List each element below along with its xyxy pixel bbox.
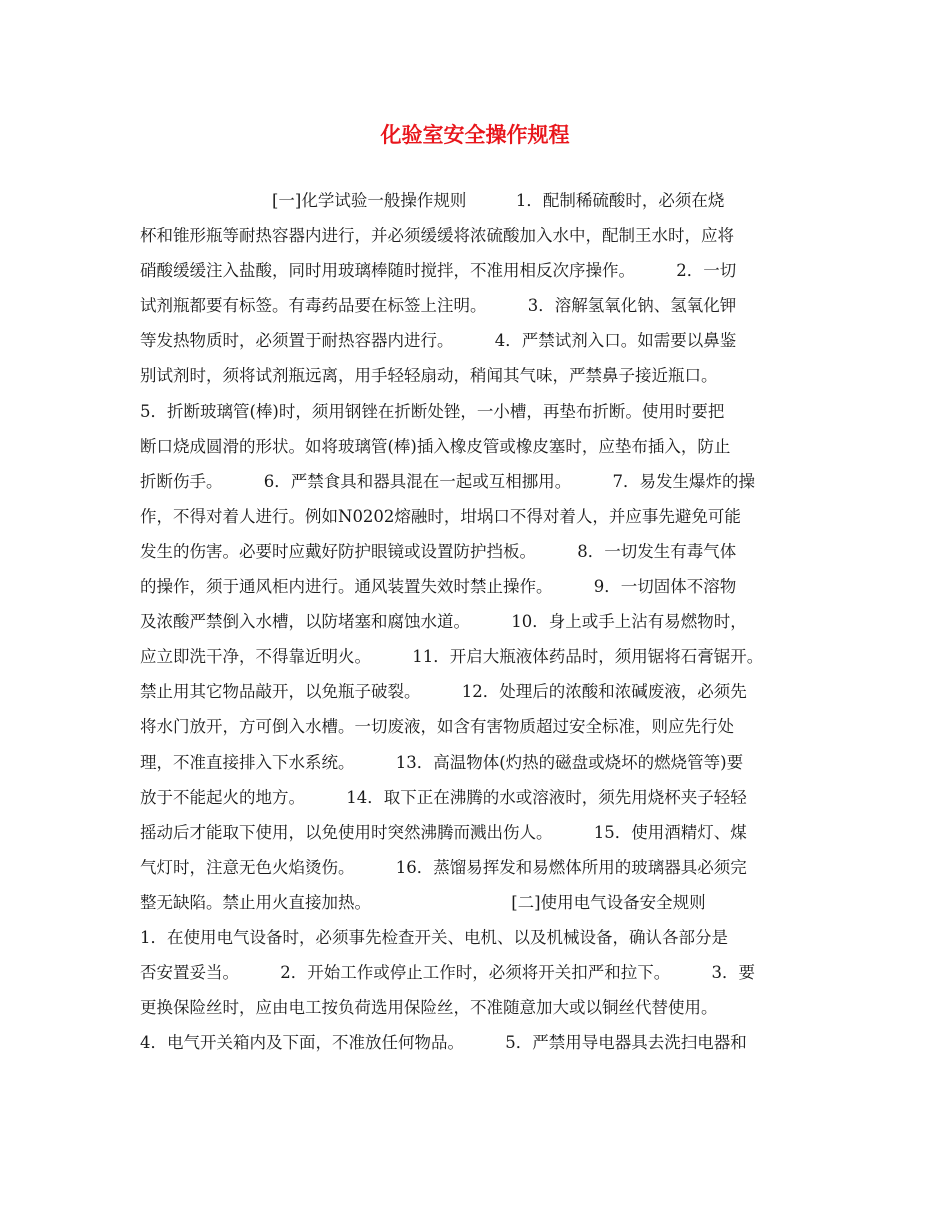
body-line: 4．电气开关箱内及下面，不准放任何物品。 5．严禁用导电器具去洗扫电器和 — [140, 1033, 747, 1053]
body-line: 断口烧成圆滑的形状。如将玻璃管(棒)插入橡皮管或橡皮塞时，应垫布插入，防止 — [140, 436, 731, 456]
body-line: 发生的伤害。必要时应戴好防护眼镜或设置防护挡板。 8．一切发生有毒气体 — [140, 541, 737, 561]
body-line: 禁止用其它物品敲开，以免瓶子破裂。 12．处理后的浓酸和浓碱废液，必须先 — [140, 682, 747, 702]
body-line: 折断伤手。 6．严禁食具和器具混在一起或互相挪用。 7．易发生爆炸的操 — [140, 471, 755, 491]
body-line: 别试剂时，须将试剂瓶远离，用手轻轻扇动，稍闻其气味，严禁鼻子接近瓶口。 — [140, 366, 718, 386]
document-title: 化验室安全操作规程 — [380, 123, 570, 147]
body-line: 摇动后才能取下使用，以免使用时突然沸腾而溅出伤人。 15．使用酒精灯、煤 — [140, 822, 747, 842]
body-line: 气灯时，注意无色火焰烫伤。 16．蒸馏易挥发和易燃体所用的玻璃器具必须完 — [140, 857, 747, 877]
body-line: 作，不得对着人进行。例如N0202熔融时，坩埚口不得对着人，并应事先避免可能 — [140, 506, 741, 526]
body-line: [一]化学试验一般操作规则 1．配制稀硫酸时，必须在烧 — [140, 191, 725, 210]
body-line: 应立即洗干净，不得靠近明火。 11．开启大瓶液体药品时，须用锯将石膏锯开。 — [140, 647, 764, 667]
body-line: 的操作，须于通风柜内进行。通风装置失效时禁止操作。 9．一切固体不溶物 — [140, 577, 737, 597]
body-line: 试剂瓶都要有标签。有毒药品要在标签上注明。 3．溶解氢氧化钠、氢氧化钾 — [140, 296, 737, 316]
body-line: 5．折断玻璃管(棒)时，须用钢锉在折断处锉，一小槽，再垫布折断。使用时要把 — [140, 401, 725, 421]
body-line: 硝酸缓缓注入盐酸，同时用玻璃棒随时搅拌，不准用相反次序操作。 2．一切 — [140, 261, 737, 281]
body-line: 杯和锥形瓶等耐热容器内进行，并必须缓缓将浓硫酸加入水中，配制王水时，应将 — [140, 226, 734, 246]
body-line: 及浓酸严禁倒入水槽，以防堵塞和腐蚀水道。 10．身上或手上沾有易燃物时， — [140, 612, 747, 632]
body-line: 1．在使用电气设备时，必须事先检查开关、电机、以及机械设备，确认各部分是 — [140, 927, 728, 947]
body-line: 理，不准直接排入下水系统。 13．高温物体(灼热的磁盘或烧坏的燃烧管等)要 — [140, 752, 744, 772]
body-line: 更换保险丝时，应由电工按负荷选用保险丝，不准随意加大或以铜丝代替使用。 — [140, 998, 718, 1018]
body-line: 等发热物质时，必须置于耐热容器内进行。 4．严禁试剂入口。如需要以鼻鉴 — [140, 331, 737, 351]
body-line: 否安置妥当。 2．开始工作或停止工作时，必须将开关扣严和拉下。 3．要 — [140, 963, 755, 983]
body-line: 放于不能起火的地方。 14．取下正在沸腾的水或溶液时，须先用烧杯夹子轻轻 — [140, 787, 747, 807]
document-body — [140, 183, 812, 1060]
body-line: 整无缺陷。禁止用火直接加热。 [二]使用电气设备安全规则 — [140, 892, 706, 912]
body-line: 将水门放开，方可倒入水槽。一切废液，如含有害物质超过安全标准，则应先行处 — [140, 717, 734, 737]
